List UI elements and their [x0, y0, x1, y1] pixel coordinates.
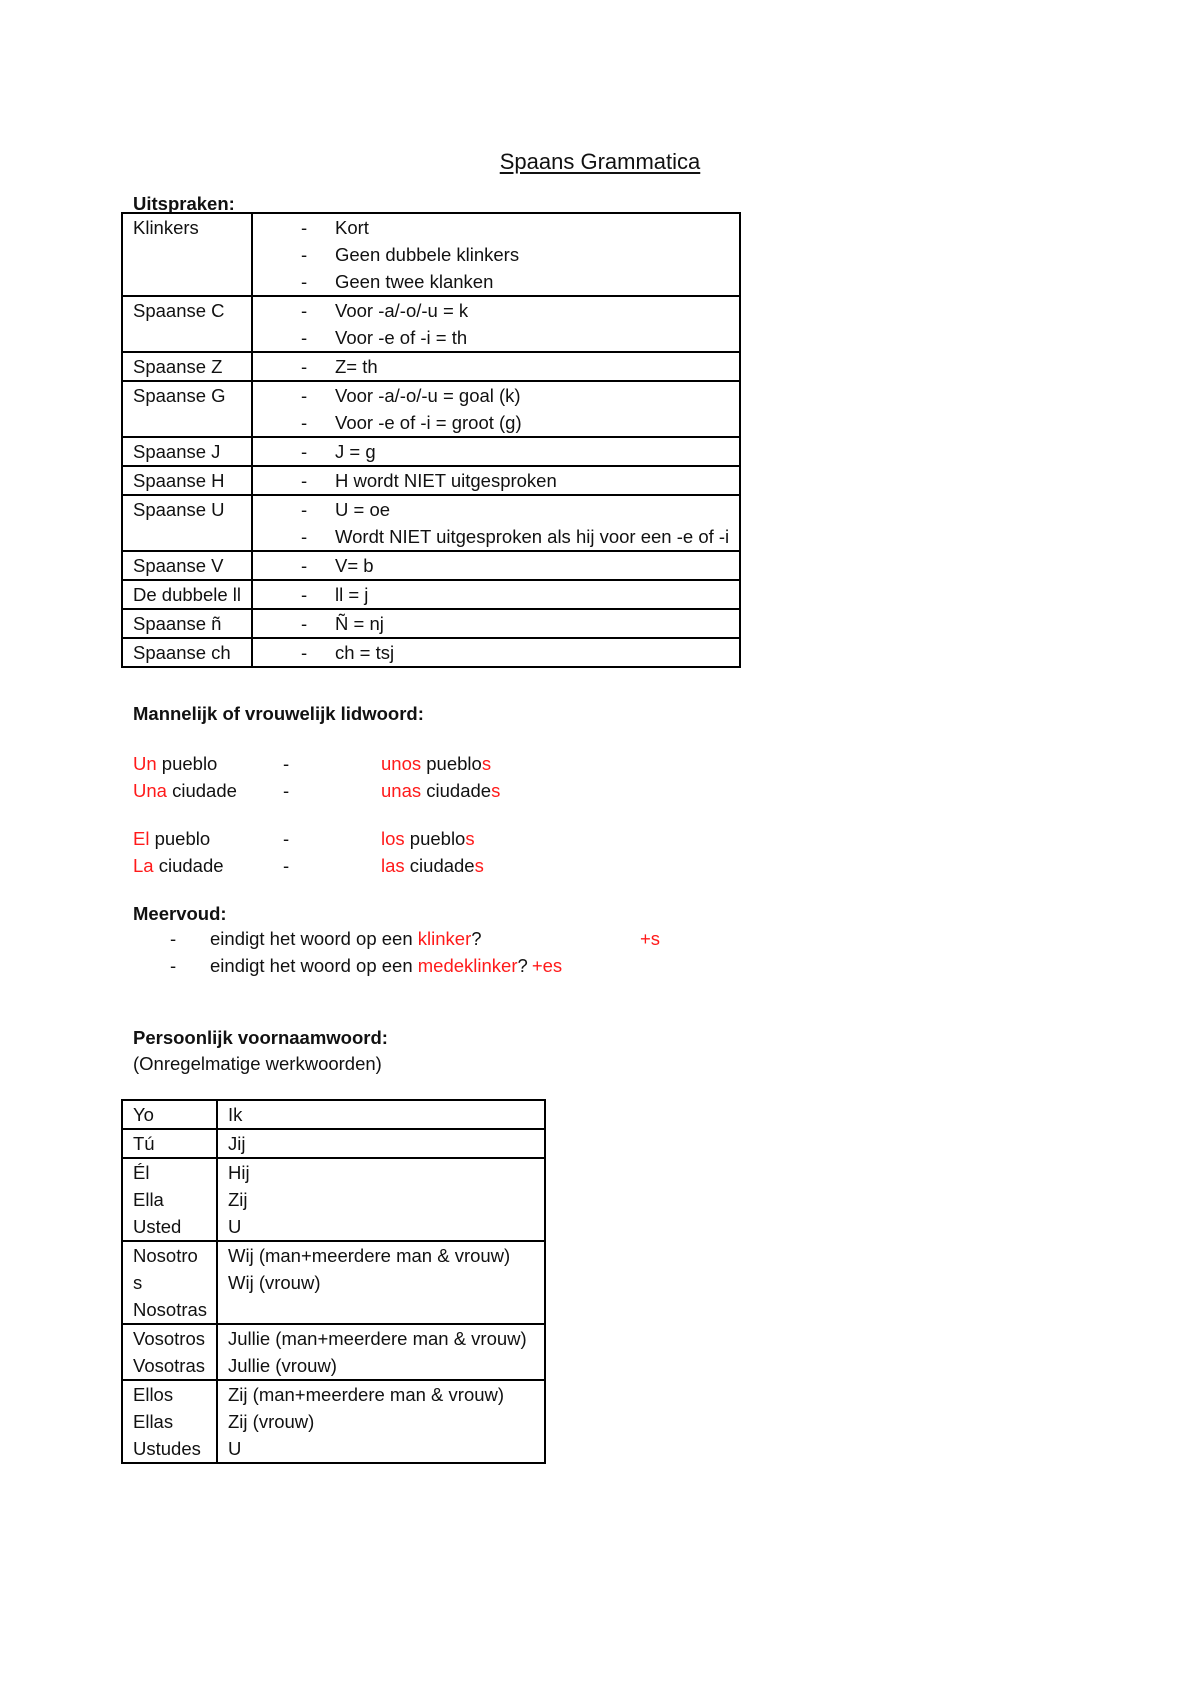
pronoun-row	[122, 1380, 545, 1463]
spanish-word: Él	[133, 1162, 150, 1183]
page-title: Spaans Grammatica	[499, 149, 701, 174]
rule-text: ll = j	[335, 584, 369, 605]
singular-noun: pueblo	[161, 753, 218, 774]
plural-rule	[130, 925, 660, 952]
plural-article: unos	[381, 753, 422, 774]
dutch-word: Jullie (vrouw)	[228, 1355, 337, 1376]
singular-article: El	[133, 828, 150, 849]
rule-prefix: eindigt het woord op een	[210, 955, 418, 976]
pronunciation-row	[122, 609, 740, 638]
singular-article: Una	[133, 780, 167, 801]
plural-noun: pueblo	[426, 753, 482, 774]
singular-form	[133, 852, 283, 879]
rule-text: H wordt NIET uitgesproken	[335, 470, 557, 491]
singular-form	[133, 750, 283, 777]
pronunciation-row	[122, 466, 740, 495]
rule-text: Geen dubbele klinkers	[335, 244, 520, 265]
rule-text: Ñ = nj	[335, 613, 384, 634]
rule-line	[263, 552, 739, 579]
pronunciation-heading: Uitspraken:	[133, 193, 235, 214]
spanish-word: Yo	[133, 1104, 154, 1125]
rule-highlight: klinker	[417, 928, 472, 949]
pronoun-row	[122, 1129, 545, 1158]
rule-text: Geen twee klanken	[335, 271, 494, 292]
spanish-pronoun	[122, 1100, 217, 1129]
pronoun-row	[122, 1241, 545, 1324]
rule-line	[263, 268, 739, 295]
pronunciation-row	[122, 551, 740, 580]
bullet-dash: -	[301, 244, 308, 265]
pronunciation-label: Spaanse U	[122, 495, 252, 551]
plural-result: +es	[531, 955, 563, 976]
rule-line	[263, 241, 739, 268]
plural-heading: Meervoud:	[133, 903, 227, 924]
bullet-dash: -	[301, 356, 308, 377]
plural-result: +s	[640, 928, 661, 949]
rule-text: Kort	[335, 217, 369, 238]
plural-rule-text	[210, 952, 528, 979]
pronunciation-rules	[252, 495, 740, 551]
dutch-word: Hij	[228, 1162, 250, 1183]
bullet-dash: -	[301, 441, 308, 462]
plural-form	[355, 825, 475, 852]
articles-heading: Mannelijk of vrouwelijk lidwoord:	[133, 703, 424, 724]
rule-text: Voor -e of -i = groot (g)	[335, 412, 522, 433]
spanish-pronoun	[122, 1158, 217, 1241]
dutch-pronoun	[217, 1324, 545, 1380]
pronunciation-label: De dubbele ll	[122, 580, 252, 609]
spanish-word: s	[133, 1272, 143, 1293]
dutch-word	[228, 1296, 544, 1323]
singular-noun: ciudade	[172, 780, 237, 801]
spanish-word: Nosotro	[133, 1245, 198, 1266]
row-dash: -	[283, 753, 290, 774]
pronunciation-rules	[252, 466, 740, 495]
plural-suffix: s	[481, 753, 492, 774]
bullet-dash: -	[301, 412, 308, 433]
rule-text: Voor -e of -i = th	[335, 327, 468, 348]
pronunciation-row	[122, 381, 740, 437]
rule-line	[263, 324, 739, 351]
bullet-dash: -	[301, 642, 308, 663]
pronouns-subheading: (Onregelmatige werkwoorden)	[133, 1053, 382, 1074]
rule-suffix: ?	[517, 955, 528, 976]
dutch-word: Zij	[228, 1189, 248, 1210]
dutch-word: Zij (man+meerdere man & vrouw)	[228, 1384, 505, 1405]
pronunciation-row	[122, 638, 740, 667]
rule-line	[263, 214, 739, 241]
rule-line	[263, 297, 739, 324]
rule-text: V= b	[335, 555, 374, 576]
plural-form	[355, 750, 491, 777]
plural-form	[355, 777, 500, 804]
dutch-pronoun	[217, 1380, 545, 1463]
singular-article: Un	[133, 753, 157, 774]
pronunciation-label: Spaanse Z	[122, 352, 252, 381]
bullet-dash: -	[170, 955, 177, 976]
row-dash: -	[283, 855, 290, 876]
bullet-dash: -	[301, 584, 308, 605]
bullet-dash: -	[301, 300, 308, 321]
bullet-dash: -	[301, 385, 308, 406]
plural-noun: ciudade	[426, 780, 492, 801]
pronunciation-row	[122, 437, 740, 466]
singular-noun: pueblo	[154, 828, 211, 849]
singular-article: La	[133, 855, 154, 876]
article-row	[133, 825, 484, 852]
rule-text: Voor -a/-o/-u = goal (k)	[335, 385, 521, 406]
plural-article: unas	[381, 780, 422, 801]
dutch-word: Zij (vrouw)	[228, 1411, 315, 1432]
dutch-word: U	[228, 1216, 242, 1237]
spanish-word: Ellas	[133, 1411, 174, 1432]
dutch-word: Jullie (man+meerdere man & vrouw)	[228, 1328, 527, 1349]
pronunciation-label: Spaanse ch	[122, 638, 252, 667]
pronunciation-label: Spaanse H	[122, 466, 252, 495]
spanish-word: Ustudes	[133, 1438, 201, 1459]
rule-suffix: ?	[471, 928, 482, 949]
pronunciation-rules	[252, 296, 740, 352]
bullet-dash: -	[301, 526, 308, 547]
rule-text: Z= th	[335, 356, 378, 377]
plural-rule	[130, 952, 660, 979]
rule-text: ch = tsj	[335, 642, 395, 663]
rule-line	[263, 581, 739, 608]
pronunciation-rules	[252, 437, 740, 466]
indefinite-articles	[133, 750, 500, 804]
spanish-word: Usted	[133, 1216, 182, 1237]
pronunciation-row	[122, 296, 740, 352]
row-dash: -	[283, 780, 290, 801]
pronunciation-row	[122, 495, 740, 551]
pronunciation-label: Spaanse C	[122, 296, 252, 352]
rule-text: U = oe	[335, 499, 391, 520]
dutch-pronoun	[217, 1158, 545, 1241]
plural-rules	[130, 925, 660, 979]
rule-text: J = g	[335, 441, 376, 462]
dutch-word: U	[228, 1438, 242, 1459]
pronunciation-rules	[252, 580, 740, 609]
definite-articles	[133, 825, 484, 879]
plural-article: las	[381, 855, 405, 876]
singular-noun: ciudade	[158, 855, 224, 876]
pronunciation-label: Klinkers	[122, 213, 252, 296]
pronunciation-label: Spaanse G	[122, 381, 252, 437]
rule-line	[263, 639, 739, 666]
plural-rule-text	[210, 925, 640, 952]
dutch-word: Wij (man+meerdere man & vrouw)	[228, 1245, 511, 1266]
pronoun-row	[122, 1324, 545, 1380]
pronoun-row	[122, 1100, 545, 1129]
rule-text: Wordt NIET uitgesproken als hij voor een -e of -i	[335, 526, 730, 547]
pronunciation-rules	[252, 213, 740, 296]
row-dash: -	[283, 828, 290, 849]
pronunciation-table	[121, 212, 741, 668]
plural-suffix: s	[491, 780, 501, 801]
pronunciation-row	[122, 580, 740, 609]
pronunciation-label: Spaanse ñ	[122, 609, 252, 638]
rule-line	[263, 409, 739, 436]
spanish-word: Nosotras	[133, 1299, 208, 1320]
spanish-word: Ella	[133, 1189, 164, 1210]
spanish-pronoun	[122, 1241, 217, 1324]
bullet-dash: -	[301, 499, 308, 520]
pronouns-table	[121, 1099, 546, 1464]
plural-suffix: s	[465, 828, 475, 849]
pronunciation-rules	[252, 551, 740, 580]
bullet-dash: -	[301, 555, 308, 576]
dutch-pronoun	[217, 1100, 545, 1129]
pronunciation-rules	[252, 381, 740, 437]
pronunciation-rules	[252, 352, 740, 381]
singular-form	[133, 825, 283, 852]
pronunciation-row	[122, 213, 740, 296]
dutch-word: Wij (vrouw)	[228, 1272, 321, 1293]
plural-article: los	[381, 828, 405, 849]
plural-noun: pueblo	[409, 828, 466, 849]
rule-line	[263, 610, 739, 637]
article-row	[133, 777, 500, 804]
article-row	[133, 750, 500, 777]
plural-form	[355, 852, 484, 879]
spanish-word: Vosotros	[133, 1328, 205, 1349]
rule-line	[263, 382, 739, 409]
bullet-dash: -	[301, 271, 308, 292]
bullet-dash: -	[170, 928, 177, 949]
pronunciation-label: Spaanse V	[122, 551, 252, 580]
rule-line	[263, 496, 739, 523]
pronouns-heading: Persoonlijk voornaamwoord:	[133, 1027, 388, 1048]
dutch-word: Jij	[228, 1133, 246, 1154]
pronunciation-row	[122, 352, 740, 381]
plural-suffix: s	[474, 855, 484, 876]
pronunciation-rules	[252, 609, 740, 638]
rule-line	[263, 467, 739, 494]
dutch-pronoun	[217, 1129, 545, 1158]
rule-prefix: eindigt het woord op een	[210, 928, 418, 949]
spanish-word: Tú	[133, 1133, 155, 1154]
pronunciation-label: Spaanse J	[122, 437, 252, 466]
rule-line	[263, 523, 739, 550]
spanish-pronoun	[122, 1380, 217, 1463]
spanish-word: Vosotras	[133, 1355, 205, 1376]
bullet-dash: -	[301, 327, 308, 348]
bullet-dash: -	[301, 470, 308, 491]
spanish-pronoun	[122, 1324, 217, 1380]
spanish-word: Ellos	[133, 1384, 174, 1405]
rule-text: Voor -a/-o/-u = k	[335, 300, 469, 321]
pronoun-row	[122, 1158, 545, 1241]
plural-noun: ciudade	[409, 855, 475, 876]
spanish-pronoun	[122, 1129, 217, 1158]
dutch-pronoun	[217, 1241, 545, 1324]
singular-form	[133, 777, 283, 804]
rule-highlight: medeklinker	[417, 955, 518, 976]
pronunciation-rules	[252, 638, 740, 667]
article-row	[133, 852, 484, 879]
dutch-word: Ik	[228, 1104, 243, 1125]
bullet-dash: -	[301, 217, 308, 238]
rule-line	[263, 353, 739, 380]
bullet-dash: -	[301, 613, 308, 634]
rule-line	[263, 438, 739, 465]
